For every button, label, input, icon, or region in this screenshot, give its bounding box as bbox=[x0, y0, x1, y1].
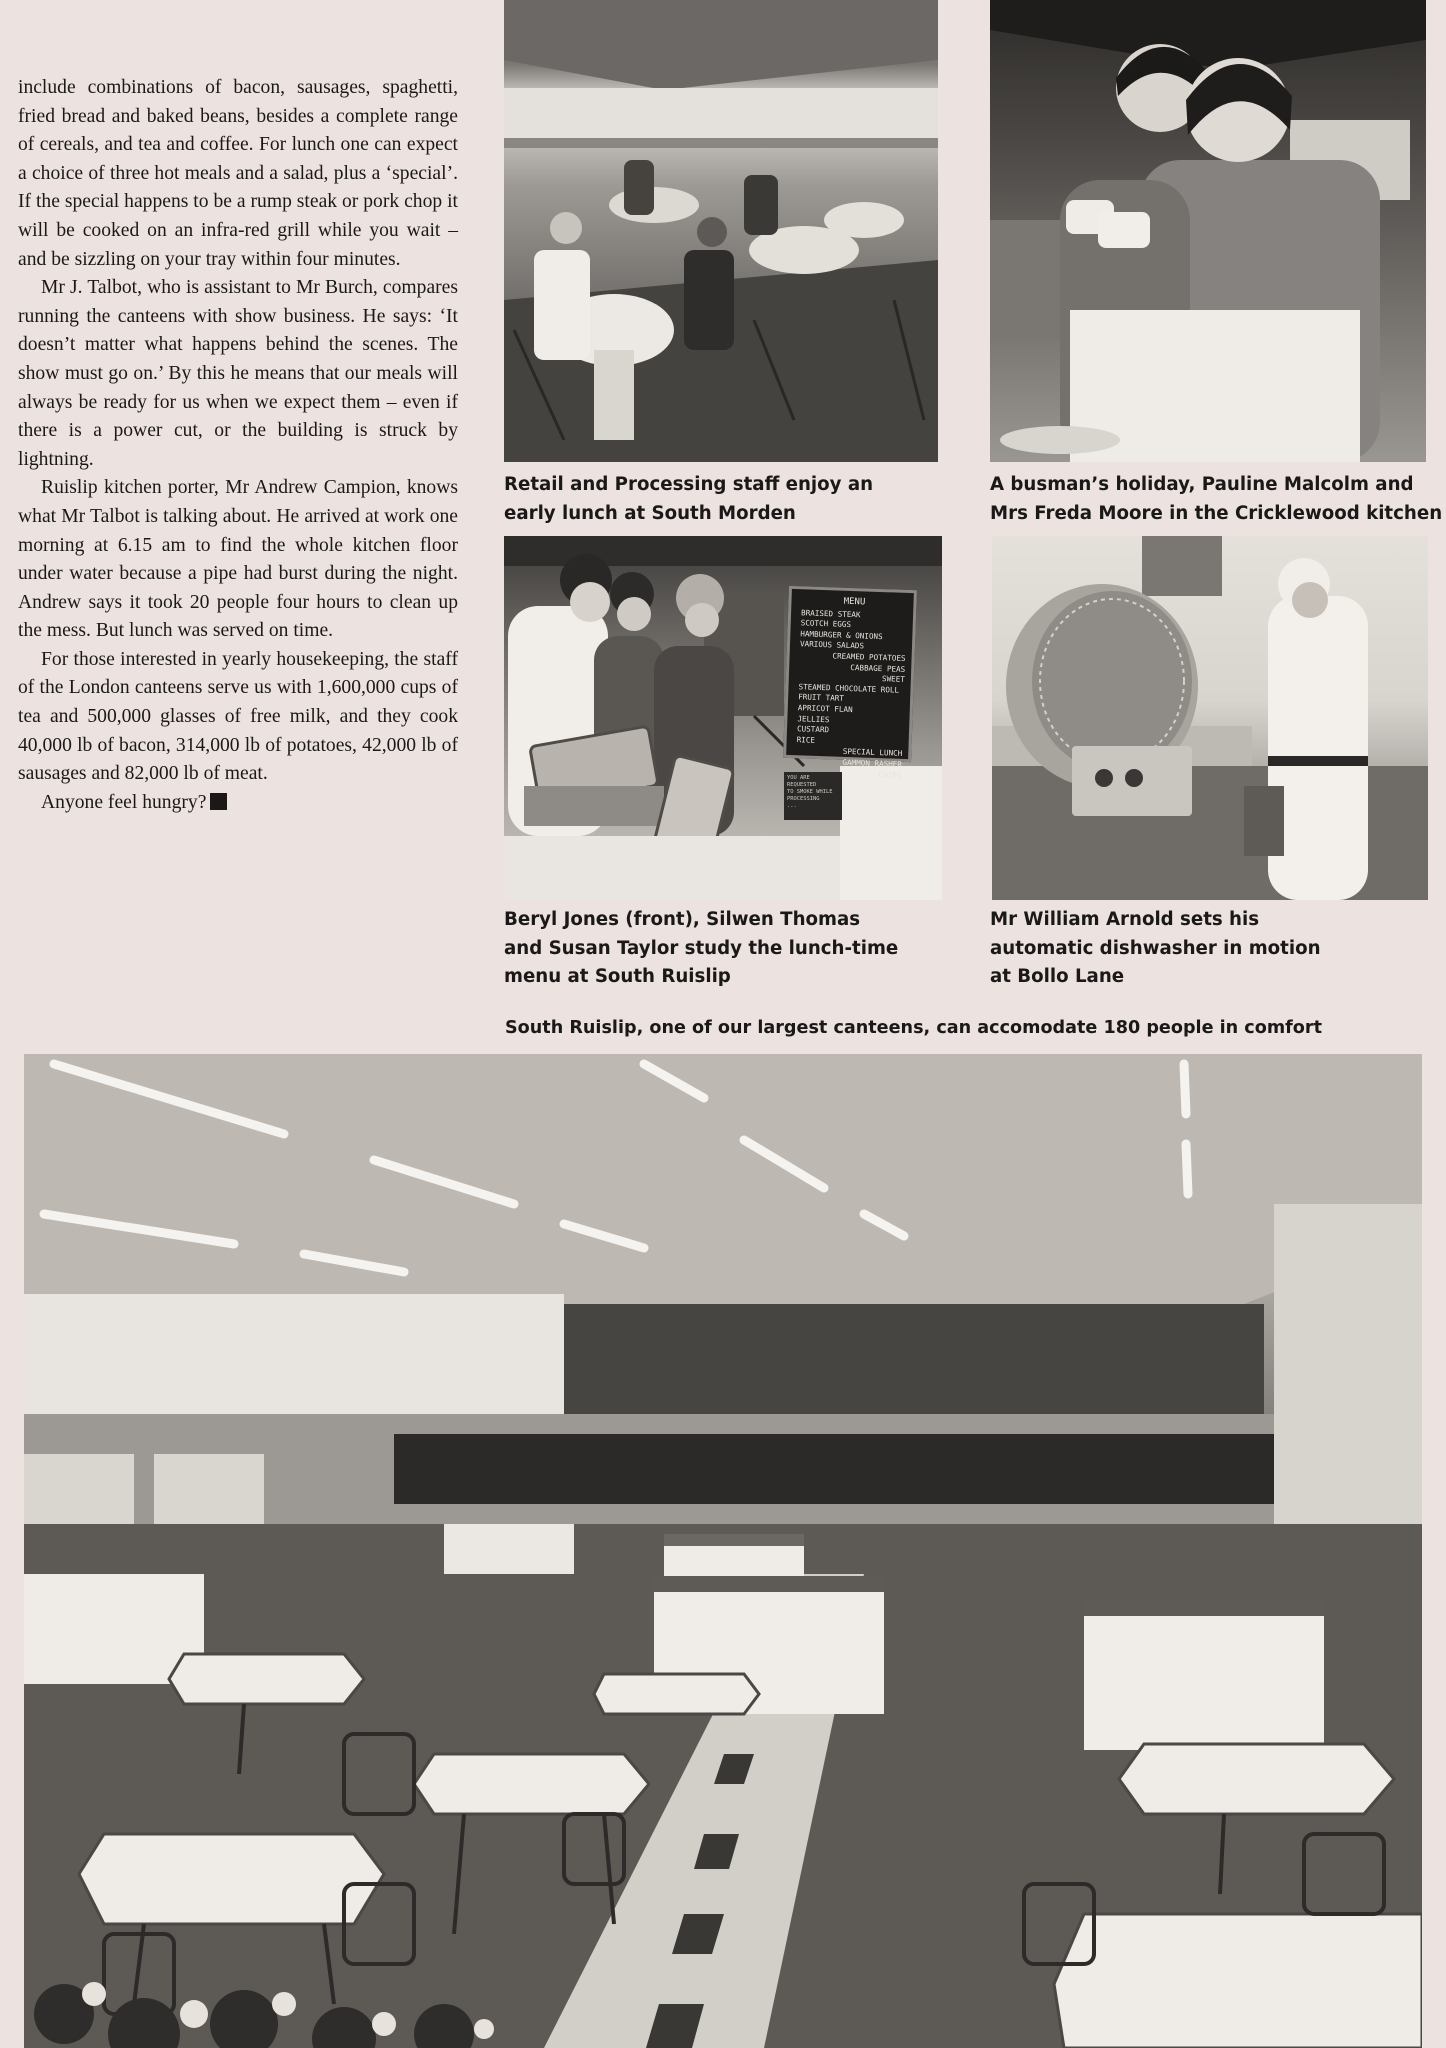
photo-south-morden-illustration bbox=[504, 0, 938, 462]
caption-line: menu at South Ruislip bbox=[504, 966, 731, 988]
menu-board-line: APRICOT FLAN bbox=[797, 703, 853, 715]
caption-bollo-lane bbox=[990, 906, 1321, 992]
menu-board-line: GAMMON RASHER bbox=[842, 757, 903, 769]
menu-board-line: SWEET bbox=[881, 674, 905, 685]
article-paragraph: For those interested in yearly housekeeping, the staff of the London canteens serve us with 1,600,000 cups of tea and 500,000 glasses of free milk, and they cook 40,000 lb of bacon, 314,000 lb of potatoes, 42,000 lb of sausages and 82,000 lb of meat. bbox=[18, 648, 458, 785]
menu-board-line: CABBAGE PEAS bbox=[850, 662, 906, 674]
article-paragraph: Anyone feel hungry? bbox=[41, 791, 207, 813]
article-text bbox=[18, 74, 458, 817]
menu-board-line: BRAISED STEAK bbox=[800, 607, 861, 619]
menu-board-line: CHIPS bbox=[878, 769, 902, 780]
canteen-interior-illustration bbox=[24, 1054, 1422, 2048]
end-of-article-mark bbox=[210, 793, 227, 810]
article-paragraph: include combinations of bacon, sausages, spaghetti, fried bread and baked beans, besides a complete range of cereals, and tea and coffee. For lunch one can expect a choice of three hot meals and a salad, plus a ‘special’. If the special happens to be a rump steak or pork chop it will be cooked on an infra-red grill while you wait – and be sizzling on your tray within four minutes. bbox=[18, 77, 458, 270]
caption-south-morden bbox=[504, 471, 873, 528]
notice-line: ... bbox=[787, 803, 797, 809]
article-closing-line bbox=[18, 789, 458, 818]
caption-line: Mrs Freda Moore in the Cricklewood kitchen bbox=[990, 502, 1443, 524]
notice-line: YOU ARE REQUESTED bbox=[787, 775, 817, 788]
photo-south-ruislip-canteen bbox=[24, 1054, 1422, 2048]
caption-line: automatic dishwasher in motion bbox=[990, 937, 1321, 959]
menu-board-title: MENU bbox=[843, 596, 866, 608]
notice-line: TO SMOKE WHILE bbox=[787, 789, 833, 795]
notice-sign bbox=[784, 772, 842, 820]
notice-line: PROCESSING bbox=[787, 796, 820, 802]
photo-bollo-lane-dishwasher bbox=[992, 536, 1428, 900]
menu-board-line: VARIOUS SALADS bbox=[799, 639, 865, 651]
caption-line: and Susan Taylor study the lunch-time bbox=[504, 937, 899, 959]
menu-board-line: CUSTARD bbox=[796, 724, 830, 735]
photo-south-ruislip-menu bbox=[504, 536, 942, 900]
article-paragraph: Ruislip kitchen porter, Mr Andrew Campion, knows what Mr Talbot is talking about. He arrived at work one morning at 6.15 am to find the whole kitchen floor under water because a pipe had burst during the night. Andrew says it took 20 people four hours to clean up the mess. But lunch was served on time. bbox=[18, 477, 458, 642]
caption-line: Mr William Arnold sets his bbox=[990, 909, 1260, 930]
menu-board-line: SPECIAL LUNCH bbox=[842, 747, 903, 759]
menu-board-line: FRUIT TART bbox=[798, 692, 845, 704]
menu-board-line: STEAMED CHOCOLATE ROLL bbox=[798, 681, 900, 695]
menu-board-line: SCOTCH EGGS bbox=[800, 618, 852, 630]
menu-board bbox=[783, 586, 917, 780]
caption-south-ruislip-menu bbox=[504, 906, 898, 992]
article-paragraph: Mr J. Talbot, who is assistant to Mr Burch, compares running the canteens with show business. He says: ‘It doesn’t matter what happens behind the scenes. The show must go on.’ By this he means that our meals will always be ready for us when we expect them – even if there is a power cut, or the building is struck by lightning. bbox=[18, 277, 458, 470]
caption-line: Retail and Processing staff enjoy an bbox=[504, 474, 874, 495]
photo-south-morden-lunch bbox=[504, 0, 938, 462]
photo-dishwasher-illustration bbox=[992, 536, 1428, 900]
menu-board-line: JELLIES bbox=[797, 713, 830, 724]
caption-cricklewood bbox=[990, 471, 1442, 528]
caption-line: at Bollo Lane bbox=[990, 966, 1125, 988]
menu-board-line: HAMBURGER & ONIONS bbox=[800, 629, 883, 641]
photo-cricklewood-kitchen bbox=[990, 0, 1426, 462]
menu-board-line: RICE bbox=[796, 734, 816, 745]
caption-main-canteen: South Ruislip, one of our largest canteens, can accomodate 180 people in comfort bbox=[505, 1018, 1322, 1038]
caption-line: Beryl Jones (front), Silwen Thomas bbox=[504, 909, 861, 930]
photo-cricklewood-illustration bbox=[990, 0, 1426, 462]
menu-board-line: CREAMED POTATOES bbox=[832, 651, 906, 663]
caption-line: A busman’s holiday, Pauline Malcolm and bbox=[990, 474, 1414, 495]
caption-line: early lunch at South Morden bbox=[504, 502, 796, 524]
